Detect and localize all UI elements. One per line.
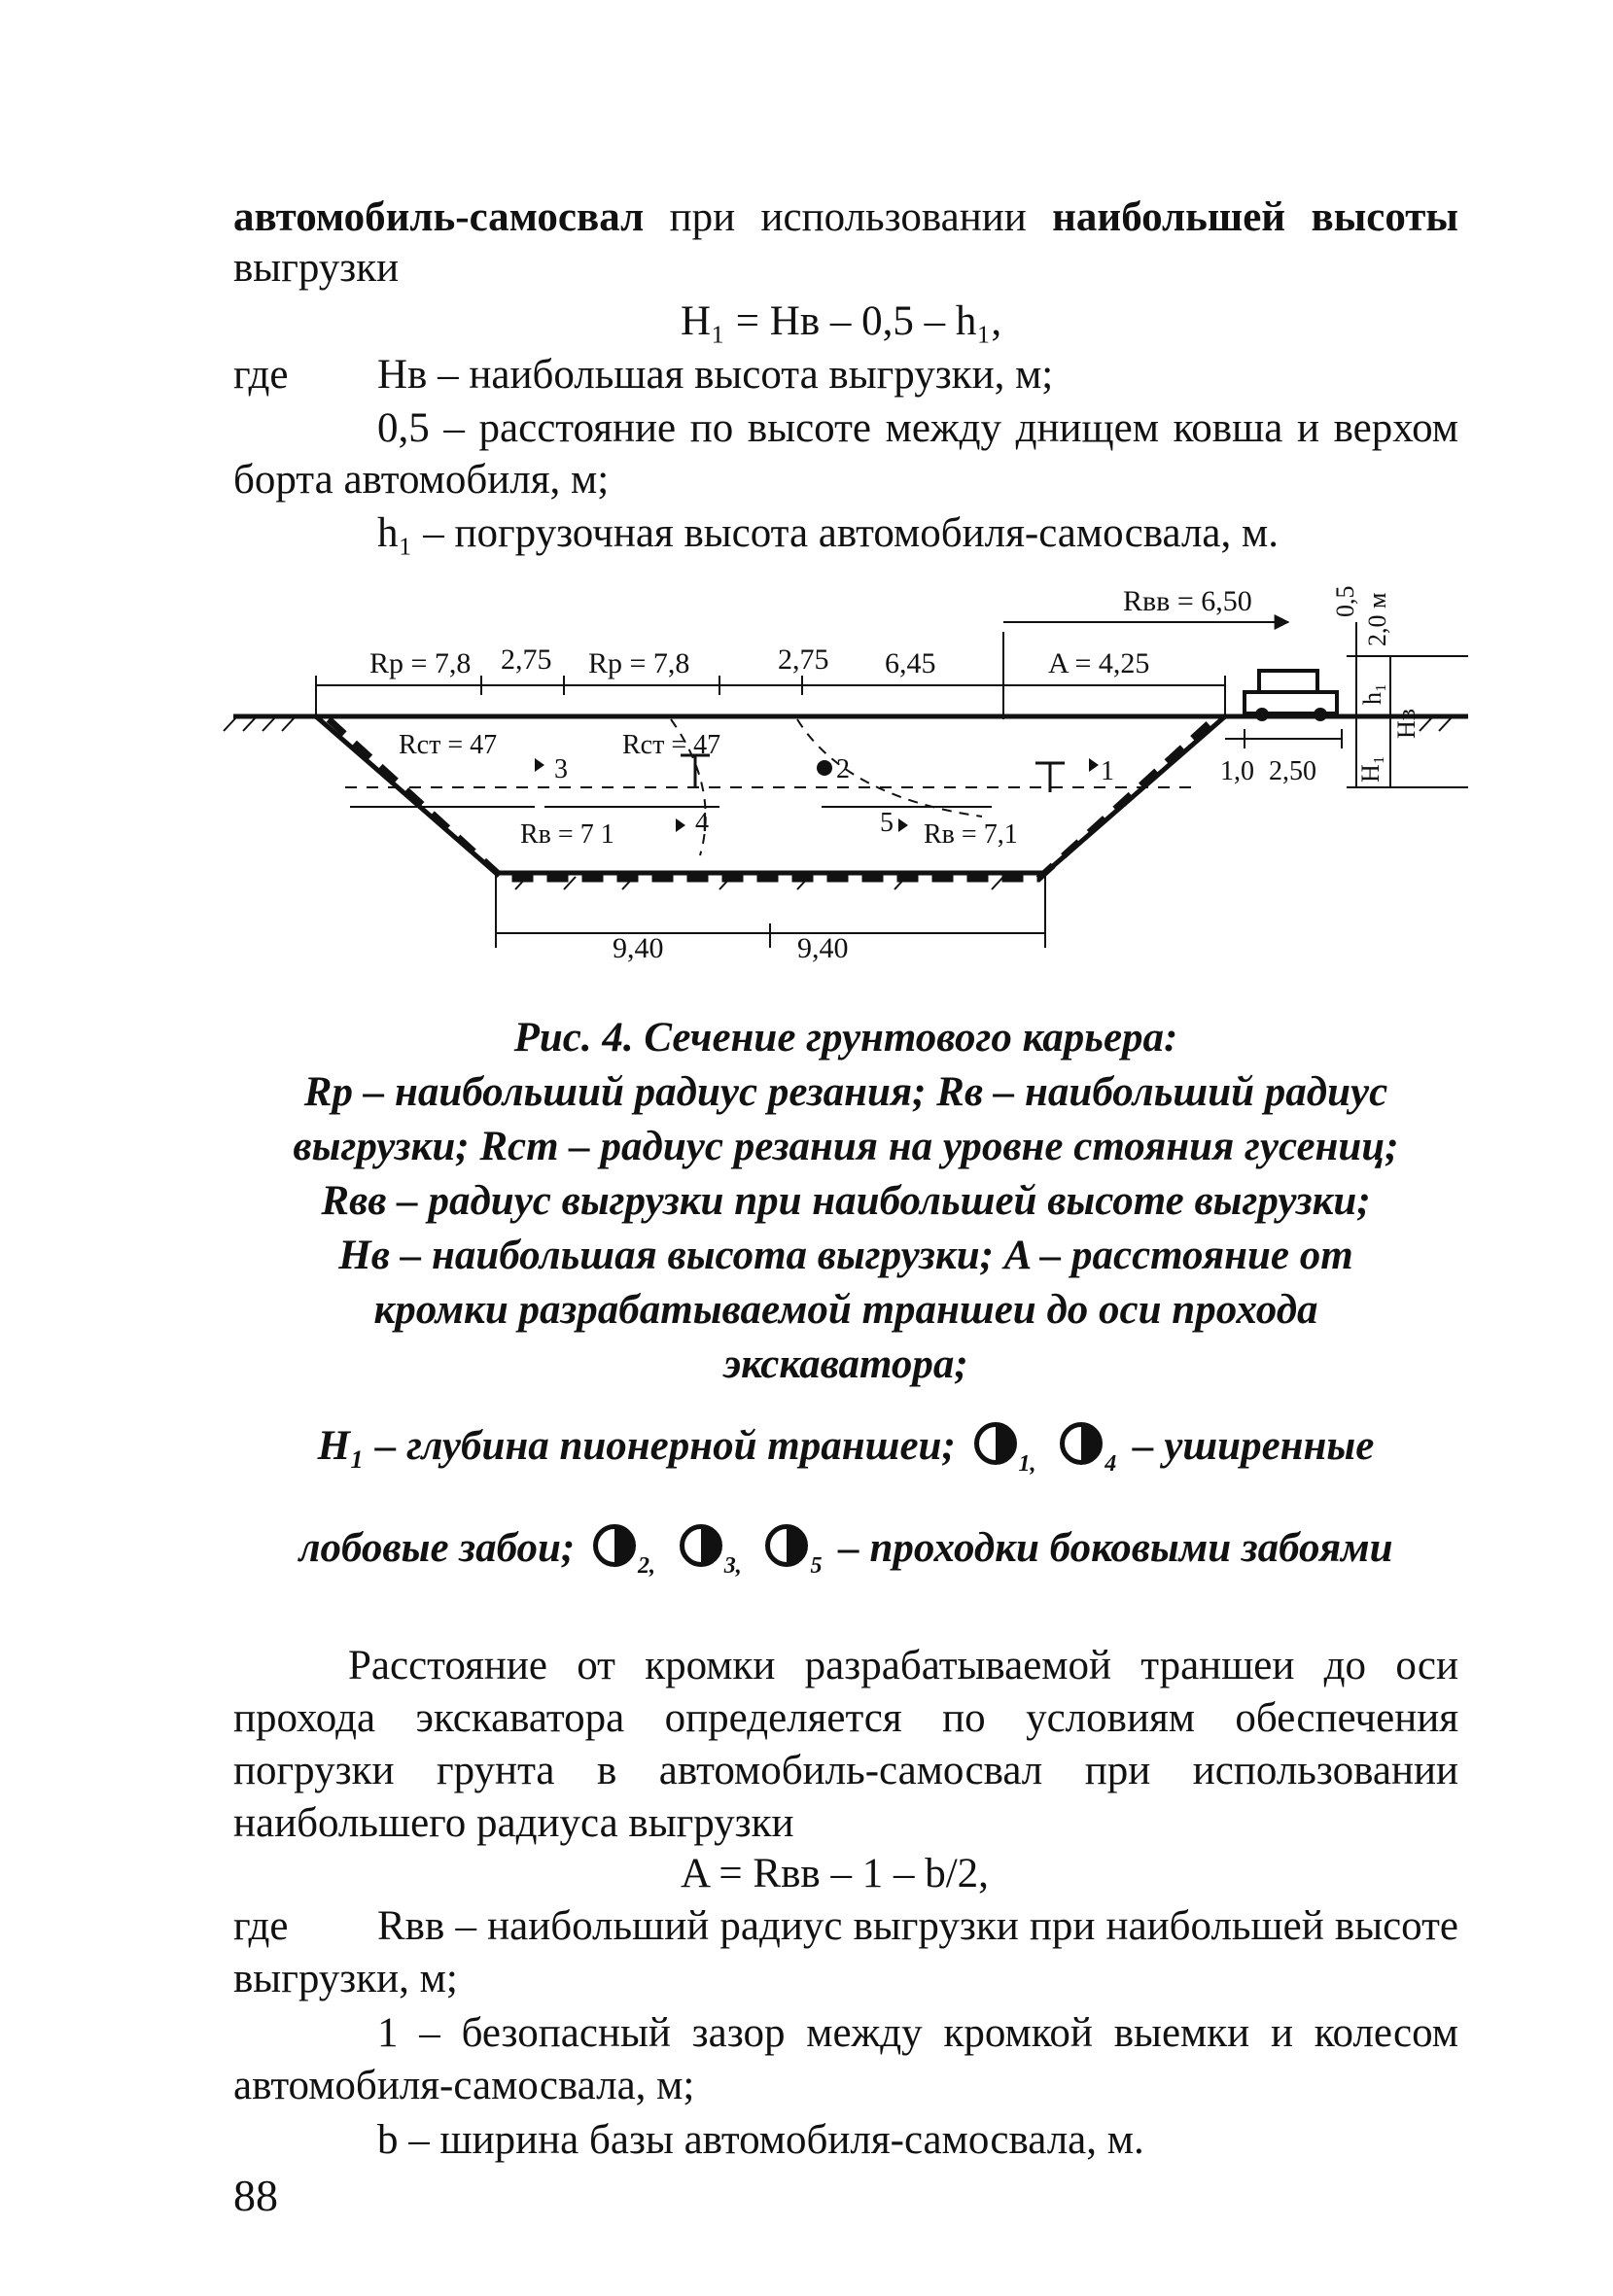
caption-line-8-end: – уширенные: [1133, 1423, 1375, 1469]
definition-b: b – ширина базы автомобиля-самосвала, м.: [377, 2117, 1144, 2163]
half-filled-circle-icon: [680, 1524, 722, 1567]
quarry-section-diagram: [214, 564, 1478, 972]
v20-label: 2,0 м: [1363, 592, 1391, 646]
bottom-940-left-label: 9,40: [613, 932, 664, 964]
rvv-label: Rвв = 6,50: [1123, 585, 1252, 617]
rv-right-label: Rв = 7,1: [924, 819, 1018, 850]
bottom-dimension-line: [496, 875, 1045, 948]
a-label: A = 4,25: [1048, 647, 1150, 679]
sym-sub-3: 3,: [723, 1553, 742, 1579]
rst-mid-label: Rст = 47: [622, 730, 721, 760]
sym-sub-5: 5: [810, 1553, 823, 1579]
pass-2-label: 2: [836, 754, 850, 784]
pass-3-label: 3: [554, 754, 568, 784]
definition-gap-line-2: автомобиля-самосвала, м;: [233, 2063, 695, 2108]
intro-bold-2: наибольшей высоты: [1052, 194, 1458, 240]
intro-line-2: выгрузки: [233, 245, 400, 291]
body-p1-line-1: Расстояние от кромки разрабатываемой траншеи до оси: [348, 1643, 1458, 1688]
h1-label: h₁: [1358, 682, 1386, 705]
caption-line-3: выгрузки; Rст – радиус резания на уровне стояния гусениц;: [293, 1124, 1399, 1169]
rp-left-label: Rр = 7,8: [369, 647, 472, 679]
rv-left-label: Rв = 7 1: [520, 819, 614, 850]
sym-sub-4: 4: [1105, 1451, 1117, 1477]
sym-sub-1: 1,: [1018, 1451, 1036, 1477]
gap2-label: 2,75: [778, 644, 829, 676]
where-label-1: где: [233, 352, 289, 398]
caption-line-5: Hв – наибольшая высота выгрузки; A – расстояние от: [338, 1233, 1353, 1278]
dim-250-label: 2,50: [1269, 756, 1316, 786]
caption-line-8: [233, 1419, 1458, 1491]
gap1-label: 2,75: [501, 644, 552, 676]
definition-gap-line-1: 1 – безопасный зазор между кромкой выемки и колесом: [377, 2010, 1458, 2056]
w645-label: 6,45: [885, 647, 936, 679]
formula-2: A = Rвв – 1 – b/2,: [681, 1851, 989, 1896]
dump-truck: [1245, 671, 1337, 721]
definition-05-line-2: борта автомобиля, м;: [233, 457, 610, 503]
bottom-940-right-label: 9,40: [797, 932, 849, 964]
formula-1: H₁ = Hв – 0,5 – h₁,: [681, 298, 1002, 344]
hv-label: Hв: [1392, 708, 1420, 739]
pass-5-label: 5: [880, 808, 894, 838]
half-filled-circle-icon: [974, 1422, 1017, 1465]
dim-10-label: 1,0: [1220, 756, 1254, 786]
caption-line-6: кромки разрабатываемой траншеи до оси прохода: [373, 1287, 1318, 1333]
where-label-2: где: [233, 1903, 289, 1949]
definition-rvv-line-1: Rвв – наибольший радиус выгрузки при наибольшей высоте: [377, 1903, 1458, 1949]
pass-1-label: 1: [1101, 756, 1114, 786]
page-number: 88: [233, 2171, 278, 2220]
definition-05-line-1: 0,5 – расстояние по высоте между днищем ковша и верхом: [377, 405, 1458, 451]
right-dimensions: [1225, 622, 1468, 787]
pass-4-label: 4: [695, 808, 709, 838]
definition-rvv-line-2: выгрузки, м;: [233, 1956, 458, 2001]
body-p1-line-3: погрузки грунта в автомобиль-самосвал при использовании: [233, 1748, 1458, 1793]
caption-line-9: [233, 1521, 1458, 1593]
body-p1-line-2: прохода экскаватора определяется по условиям обеспечения: [233, 1695, 1458, 1741]
intro-line-1: [233, 192, 1458, 243]
intro-bold-1: автомобиль-самосвал: [233, 194, 645, 240]
caption-line-7: экскаватора;: [723, 1341, 968, 1387]
caption-line-8-text: H₁ – глубина пионерной траншеи;: [317, 1423, 956, 1469]
v05-label: 0,5: [1331, 585, 1359, 617]
definition-h1: h₁ – погрузочная высота автомобиля-самосвала, м.: [377, 510, 1279, 556]
sym-sub-2: 2,: [637, 1553, 655, 1579]
half-filled-circle-icon: [1060, 1422, 1103, 1465]
caption-line-9-end: – проходки боковыми забоями: [838, 1525, 1393, 1571]
intro-mid: при использовании: [644, 194, 1053, 240]
H1-label: H₁: [1356, 755, 1385, 783]
body-p1-line-4: наибольшего радиуса выгрузки: [233, 1800, 794, 1846]
caption-line-9-text: лобовые забои;: [298, 1525, 576, 1571]
half-filled-circle-icon: [593, 1524, 636, 1567]
rst-left-label: Rст = 47: [399, 730, 498, 760]
caption-line-4: Rвв – радиус выгрузки при наибольшей высоте выгрузки;: [321, 1178, 1371, 1224]
figure-caption-title: Рис. 4. Сечение грунтового карьера:: [513, 1015, 1178, 1061]
half-filled-circle-icon: [765, 1524, 808, 1567]
rp-mid-label: Rр = 7,8: [588, 647, 690, 679]
definition-hv: Hв – наибольшая высота выгрузки, м;: [377, 352, 1054, 398]
caption-line-2: Rр – наибольший радиус резания; Rв – наибольший радиус: [303, 1069, 1388, 1115]
